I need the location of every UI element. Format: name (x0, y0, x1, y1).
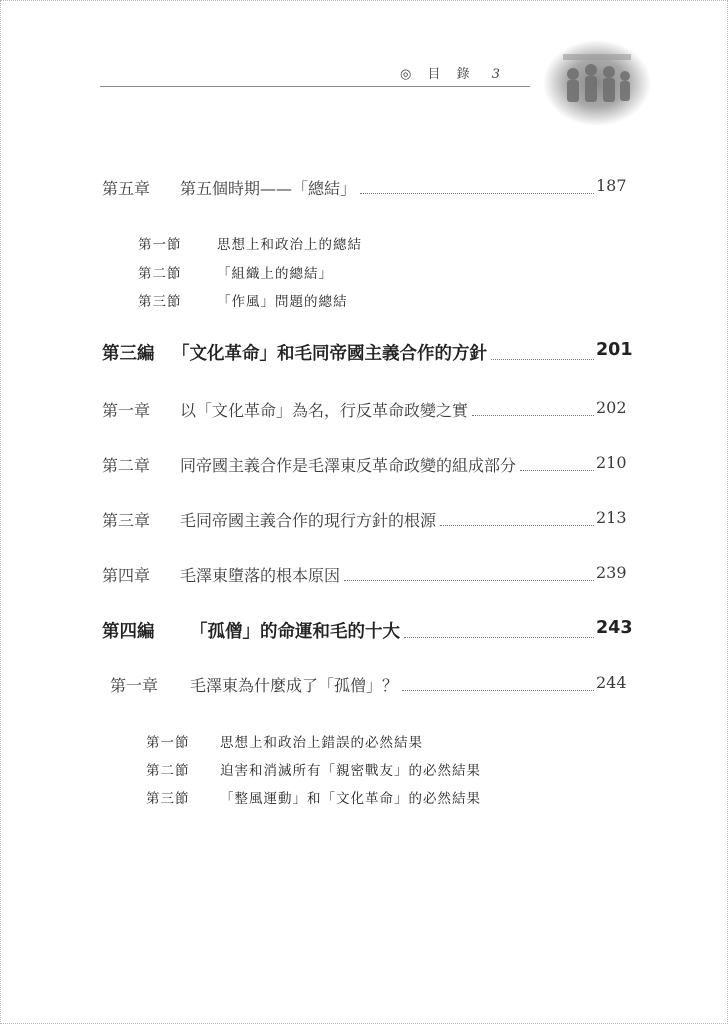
toc-section-title: 「組織上的總結」 (217, 266, 333, 282)
toc-section-number: 第二節 (146, 763, 190, 779)
toc-section-row (0, 759, 728, 789)
toc-section-row (0, 233, 728, 263)
toc-chapter-number: 第二章 (102, 456, 151, 475)
toc-page-number: 187 (596, 176, 627, 195)
header-label: 目 錄 (427, 67, 476, 82)
toc-chapter-number: 第一章 (110, 676, 159, 695)
toc-chapter-row (0, 176, 728, 206)
toc-section-number: 第一節 (138, 237, 182, 253)
toc-section-title: 「作風」問題的總結 (217, 294, 348, 310)
toc-chapter-number: 第四章 (102, 566, 151, 585)
toc-section-row (0, 262, 728, 292)
toc-chapter-row (0, 453, 728, 483)
toc-dot-leader (344, 580, 594, 581)
toc-part-title: 「文化革命」和毛同帝國主義合作的方針 (172, 344, 487, 364)
toc-chapter-row (0, 508, 728, 538)
toc-dot-leader (491, 359, 594, 360)
toc-part-title: 「孤僧」的命運和毛的十大 (190, 622, 400, 642)
toc-page-number: 201 (596, 340, 633, 360)
toc-chapter-title: 毛澤東為什麼成了「孤僧」？ (190, 676, 399, 695)
toc-dot-leader (520, 470, 594, 471)
toc-dot-leader (440, 525, 594, 526)
toc-section-title: 「整風運動」和「文化革命」的必然結果 (220, 791, 481, 807)
toc-dot-leader (404, 637, 594, 638)
toc-chapter-number: 第五章 (102, 179, 151, 198)
toc-part-number: 第三編 (102, 344, 155, 364)
header-photo-vignette (543, 40, 651, 126)
toc-chapter-number: 第一章 (102, 401, 151, 420)
header-mark: ◎ (400, 67, 418, 82)
toc-section-row (0, 731, 728, 761)
toc-chapter-title: 同帝國主義合作是毛澤東反革命政變的組成部分 (180, 456, 517, 475)
toc-section-number: 第三節 (146, 791, 190, 807)
toc-part-number: 第四編 (102, 622, 155, 642)
toc-chapter-row (0, 673, 728, 703)
header-page-number: 3 (491, 67, 501, 82)
toc-page-number: 202 (596, 398, 627, 417)
header-rule (100, 86, 530, 87)
toc-dot-leader (472, 415, 594, 416)
toc-page-number: 239 (596, 563, 627, 582)
toc-section-title: 迫害和消滅所有「親密戰友」的必然結果 (220, 763, 481, 779)
toc-page-number: 213 (596, 508, 627, 527)
toc-chapter-row (0, 398, 728, 428)
toc-section-row (0, 290, 728, 320)
toc-section-title: 思想上和政治上錯誤的必然結果 (220, 735, 423, 751)
toc-page-number: 244 (596, 673, 627, 692)
toc-section-number: 第三節 (138, 294, 182, 310)
toc-dot-leader (360, 193, 594, 194)
toc-part-row (0, 340, 728, 370)
toc-section-title: 思想上和政治上的總結 (217, 237, 362, 253)
toc-chapter-row (0, 563, 728, 593)
toc-dot-leader (402, 690, 594, 691)
toc-chapter-title: 第五個時期——「總結」 (180, 179, 357, 198)
toc-section-row (0, 787, 728, 817)
running-header (400, 63, 500, 85)
toc-chapter-title: 毛澤東墮落的根本原因 (180, 566, 341, 585)
toc-page-number: 243 (596, 618, 633, 638)
toc-chapter-title: 以「文化革命」為名，行反革命政變之實 (180, 401, 469, 420)
toc-chapter-title: 毛同帝國主義合作的現行方針的根源 (180, 511, 437, 530)
toc-section-number: 第一節 (146, 735, 190, 751)
toc-section-number: 第二節 (138, 266, 182, 282)
toc-part-row (0, 618, 728, 648)
toc-page-number: 210 (596, 453, 627, 472)
toc-chapter-number: 第三章 (102, 511, 151, 530)
